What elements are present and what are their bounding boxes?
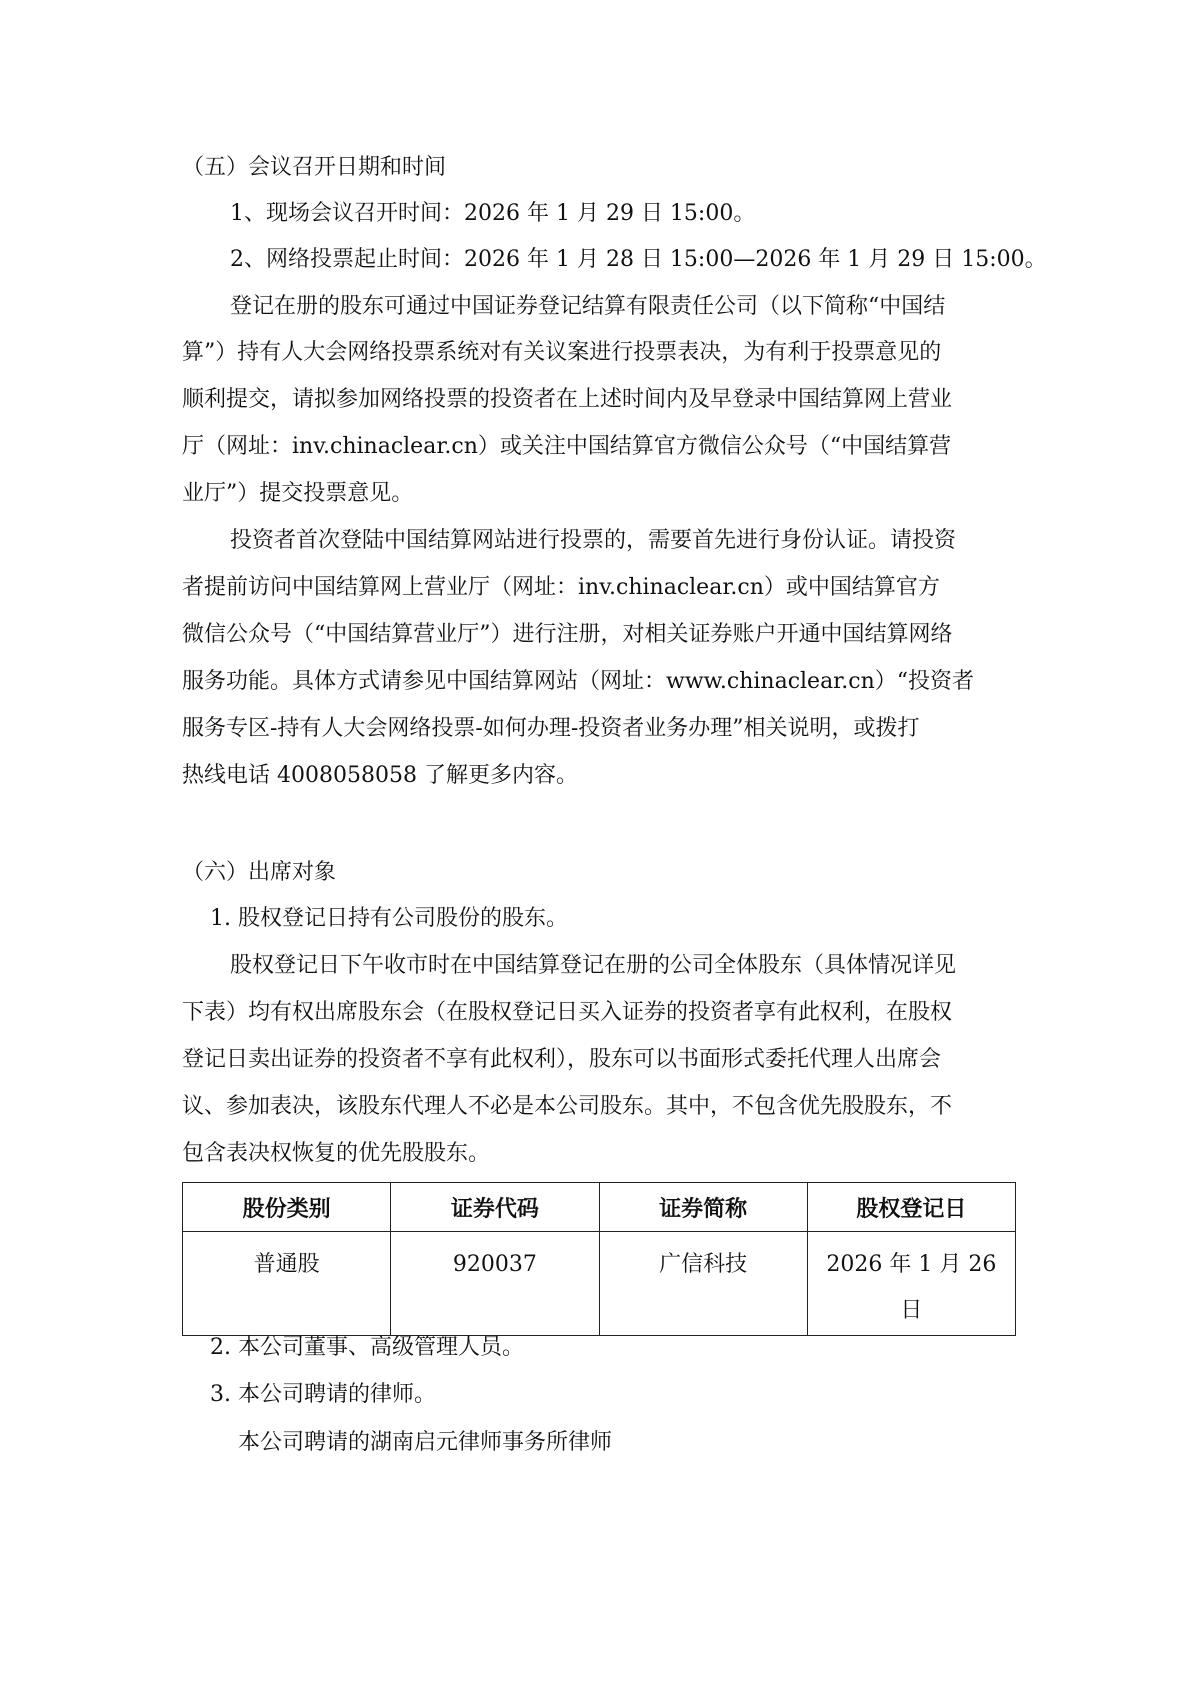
section6-para1-line: 登记日卖出证券的投资者不享有此权利），股东可以书面形式委托代理人出席会: [182, 1047, 942, 1072]
section5-para2-line: 投资者首次登陆中国结算网站进行投票的，需要首先进行身份认证。请投资: [230, 528, 957, 553]
section5-para2-line: 热线电话 4008058058 了解更多内容。: [182, 763, 578, 788]
section6-item2: 2. 本公司董事、高级管理人员。: [210, 1335, 524, 1360]
section5-para1-line: 厅（网址：inv.chinaclear.cn）或关注中国结算官方微信公众号（“中国结算营: [182, 434, 952, 459]
section5-para2-line: 者提前访问中国结算网上营业厅（网址：inv.chinaclear.cn）或中国结算官方: [182, 575, 940, 600]
section5-heading: （五）会议召开日期和时间: [182, 155, 447, 180]
section6-para1-line: 议、参加表决，该股东代理人不必是本公司股东。其中，不包含优先股股东，不: [182, 1094, 953, 1119]
section6-item1: 1. 股权登记日持有公司股份的股东。: [210, 906, 568, 931]
table-header-cell: 证券简称: [599, 1183, 807, 1232]
table-header-cell: 证券代码: [391, 1183, 599, 1232]
table-cell-text: 广信科技: [659, 1252, 748, 1277]
section5-para1-line: 顺利提交，请拟参加网络投票的投资者在上述时间内及早登录中国结算网上营业: [182, 387, 953, 412]
section5-para1-line: 登记在册的股东可通过中国证券登记结算有限责任公司（以下简称“中国结: [230, 294, 946, 319]
section6-para1-line: 包含表决权恢复的优先股股东。: [182, 1141, 491, 1166]
table-cell-text: 普通股: [253, 1252, 320, 1277]
section5-item1: 1、现场会议召开时间：2026 年 1 月 29 日 15:00。: [230, 201, 756, 226]
table-cell: [807, 1232, 1015, 1336]
section5-para1-line: 业厅”）提交投票意见。: [182, 481, 414, 506]
table-cell-text: 920037: [452, 1252, 537, 1277]
registration-table: [182, 1182, 1016, 1336]
table-header-cell: 股份类别: [183, 1183, 391, 1232]
table-cell: [183, 1232, 391, 1336]
table-cell: [391, 1232, 599, 1336]
section6-item3: 3. 本公司聘请的律师。: [210, 1382, 436, 1407]
section5-para2-line: 微信公众号（“中国结算营业厅”）进行注册，对相关证券账户开通中国结算网络: [182, 622, 953, 647]
table-header-row: [183, 1183, 1016, 1232]
table-cell: [599, 1232, 807, 1336]
section5-para2-line: 服务专区-持有人大会网络投票-如何办理-投资者业务办理”相关说明，或拨打: [182, 716, 920, 741]
section6-para1-line: 下表）均有权出席股东会（在股权登记日买入证券的投资者享有此权利，在股权: [182, 1000, 953, 1025]
lawyer-line: 本公司聘请的湖南启元律师事务所律师: [238, 1430, 613, 1455]
section6-para1-line: 股权登记日下午收市时在中国结算登记在册的公司全体股东（具体情况详见: [230, 953, 957, 978]
section6-heading: （六）出席对象: [182, 860, 337, 885]
section5-item2: 2、网络投票起止时间：2026 年 1 月 28 日 15:00—2026 年 1 月 29 日 15:00。: [230, 247, 1047, 272]
table-header-cell: 股权登记日: [807, 1183, 1015, 1232]
section5-para1-line: 算”）持有人大会网络投票系统对有关议案进行投票表决，为有利于投票意见的: [182, 340, 942, 365]
section5-para2-line: 服务功能。具体方式请参见中国结算网站（网址：www.chinaclear.cn）“投资者: [182, 669, 975, 694]
table-row: [183, 1232, 1016, 1336]
table-cell-text: 2026 年 1 月 26 日: [826, 1252, 997, 1323]
